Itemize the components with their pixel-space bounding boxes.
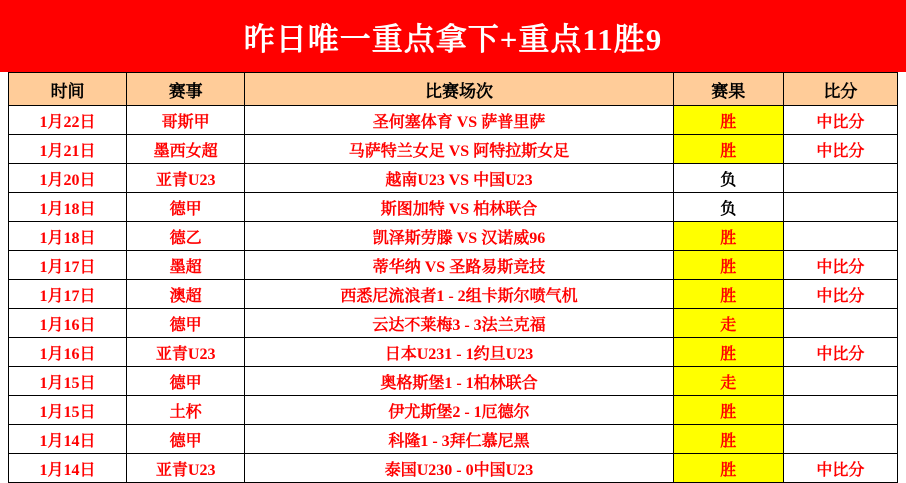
cell-result: 走	[673, 367, 783, 396]
cell-score	[783, 193, 897, 222]
table-row	[9, 454, 898, 483]
cell-league: 土杯	[127, 396, 245, 425]
cell-result: 胜	[673, 106, 783, 135]
table-row	[9, 135, 898, 164]
cell-league: 德乙	[127, 222, 245, 251]
table-row	[9, 164, 898, 193]
cell-time: 1月18日	[9, 222, 127, 251]
cell-time: 1月18日	[9, 193, 127, 222]
header-league: 赛事	[127, 73, 245, 106]
cell-match: 马萨特兰女足 VS 阿特拉斯女足	[245, 135, 673, 164]
table-row	[9, 280, 898, 309]
cell-time: 1月20日	[9, 164, 127, 193]
cell-match: 圣何塞体育 VS 萨普里萨	[245, 106, 673, 135]
cell-league: 德甲	[127, 309, 245, 338]
cell-match: 伊尤斯堡2 - 1厄德尔	[245, 396, 673, 425]
cell-score: 中比分	[783, 338, 897, 367]
table-body	[9, 106, 898, 483]
cell-score	[783, 309, 897, 338]
cell-time: 1月14日	[9, 425, 127, 454]
header-row	[9, 73, 898, 106]
cell-result: 胜	[673, 396, 783, 425]
cell-match: 奥格斯堡1 - 1柏林联合	[245, 367, 673, 396]
schedule-table	[8, 72, 898, 483]
cell-match: 日本U231 - 1约旦U23	[245, 338, 673, 367]
cell-score: 中比分	[783, 251, 897, 280]
cell-time: 1月17日	[9, 280, 127, 309]
cell-time: 1月22日	[9, 106, 127, 135]
cell-match: 蒂华纳 VS 圣路易斯竞技	[245, 251, 673, 280]
table-row	[9, 193, 898, 222]
table-row	[9, 338, 898, 367]
cell-score: 中比分	[783, 280, 897, 309]
cell-match: 科隆1 - 3拜仁慕尼黑	[245, 425, 673, 454]
cell-match: 斯图加特 VS 柏林联合	[245, 193, 673, 222]
cell-score	[783, 164, 897, 193]
cell-result: 胜	[673, 135, 783, 164]
cell-score	[783, 222, 897, 251]
header-result: 赛果	[673, 73, 783, 106]
table-row	[9, 222, 898, 251]
cell-time: 1月16日	[9, 309, 127, 338]
banner-title-text: 昨日唯一重点拿下+重点11胜9	[243, 21, 663, 57]
cell-score	[783, 367, 897, 396]
cell-result: 胜	[673, 338, 783, 367]
cell-time: 1月15日	[9, 367, 127, 396]
cell-time: 1月15日	[9, 396, 127, 425]
cell-score: 中比分	[783, 454, 897, 483]
cell-match: 云达不莱梅3 - 3法兰克福	[245, 309, 673, 338]
cell-time: 1月17日	[9, 251, 127, 280]
header-match: 比赛场次	[245, 73, 673, 106]
cell-score: 中比分	[783, 135, 897, 164]
cell-score: 中比分	[783, 106, 897, 135]
cell-match: 泰国U230 - 0中国U23	[245, 454, 673, 483]
cell-league: 墨超	[127, 251, 245, 280]
cell-result: 胜	[673, 280, 783, 309]
cell-league: 德甲	[127, 367, 245, 396]
cell-result: 负	[673, 164, 783, 193]
table-row	[9, 425, 898, 454]
table-row	[9, 106, 898, 135]
cell-score	[783, 425, 897, 454]
cell-league: 亚青U23	[127, 454, 245, 483]
header-time: 时间	[9, 73, 127, 106]
cell-time: 1月21日	[9, 135, 127, 164]
table-header	[9, 73, 898, 106]
table-row	[9, 396, 898, 425]
cell-time: 1月14日	[9, 454, 127, 483]
cell-league: 澳超	[127, 280, 245, 309]
cell-result: 胜	[673, 454, 783, 483]
cell-result: 走	[673, 309, 783, 338]
cell-result: 负	[673, 193, 783, 222]
table-row	[9, 367, 898, 396]
cell-league: 哥斯甲	[127, 106, 245, 135]
cell-score	[783, 396, 897, 425]
cell-result: 胜	[673, 251, 783, 280]
cell-league: 亚青U23	[127, 164, 245, 193]
cell-time: 1月16日	[9, 338, 127, 367]
cell-league: 亚青U23	[127, 338, 245, 367]
cell-league: 墨西女超	[127, 135, 245, 164]
banner-title	[0, 0, 906, 72]
table-row	[9, 251, 898, 280]
header-score: 比分	[783, 73, 897, 106]
cell-result: 胜	[673, 222, 783, 251]
cell-result: 胜	[673, 425, 783, 454]
cell-match: 越南U23 VS 中国U23	[245, 164, 673, 193]
cell-match: 凯泽斯劳滕 VS 汉诺威96	[245, 222, 673, 251]
table-row	[9, 309, 898, 338]
cell-league: 德甲	[127, 193, 245, 222]
cell-match: 西悉尼流浪者1 - 2组卡斯尔喷气机	[245, 280, 673, 309]
cell-league: 德甲	[127, 425, 245, 454]
